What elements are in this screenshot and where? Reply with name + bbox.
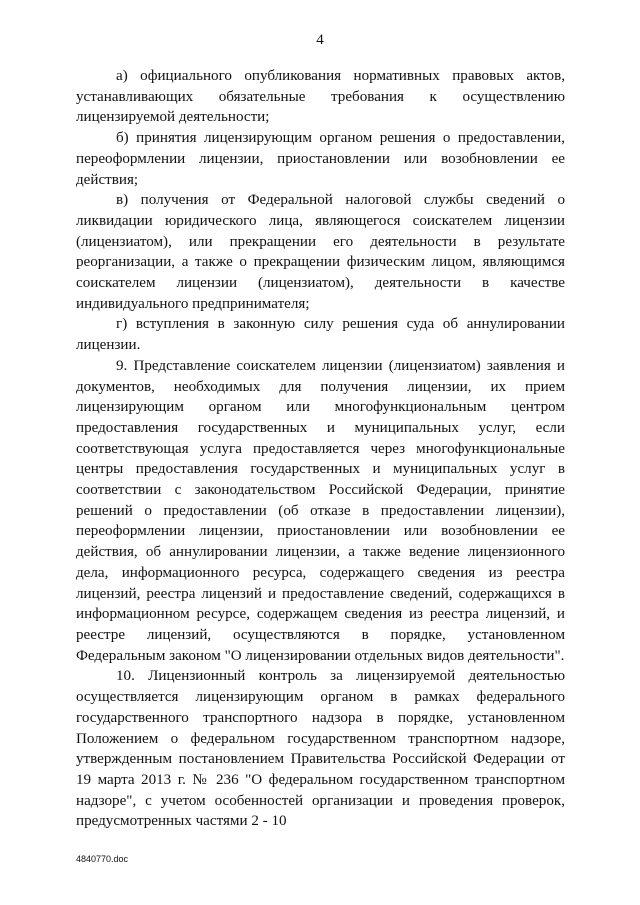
page-number: 4	[316, 32, 324, 48]
paragraph-subitem-b: б) принятия лицензирующим органом решения о предоставлении, переоформлении лицензии, приостановлении или возобновлении ее действия;	[76, 130, 565, 188]
paragraph-clause-9: 9. Представление соискателем лицензии (лицензиатом) заявления и документов, необходимых для получения лицензии, их прием лицензирующим органом или многофункциональным центром предоставления государственных и муниципальных услуг, если соответствующая услуга предоставляется через многофункциональные центры предоставления государственных и муниципальных услуг в соответствии с законодательством Российской Федерации, принятие решений о предоставлении (об отказе в предоставлении лицензии), переоформлении лицензии, приостановлении или возобновлении ее действия, об аннулировании лицензии, а также ведение лицензионного дела, информационного ресурса, содержащего сведения из реестра лицензий, реестра лицензий и предоставление сведений, содержащихся в информационном ресурсе, содержащем сведения из реестра лицензий, и реестре лицензий, осуществляются в порядке, установленном Федеральным законом "О лицензировании отдельных видов деятельности".	[76, 357, 565, 664]
paragraph-subitem-v: в) получения от Федеральной налоговой службы сведений о ликвидации юридического лица, являющегося соискателем лицензии (лицензиатом), или прекращении его деятельности в результате реорганизации, а также о прекращении физическим лицом, являющимся соискателем лицензии (лицензиатом), деятельности в качестве индивидуального предпринимателя;	[76, 192, 565, 312]
paragraph-subitem-g: г) вступления в законную силу решения суда об аннулировании лицензии.	[76, 316, 565, 354]
paragraph-clause-10: 10. Лицензионный контроль за лицензируемой деятельностью осуществляется лицензирующим органом в рамках федерального государственного транспортного надзора в порядке, установленном Положением о федеральном государственном транспортном надзоре, утвержденным постановлением Правительства Российской Федерации от 19 марта 2013 г. № 236 "О федеральном государственном транспортном надзоре", с учетом особенностей организации и проведения проверок, предусмотренных частями 2 - 10	[76, 668, 565, 830]
paragraph-subitem-a: а) официального опубликования нормативных правовых актов, устанавливающих обязательные требования к осуществлению лицензируемой деятельности;	[76, 68, 565, 126]
footer-file-name: 4840770.doc	[76, 854, 129, 864]
document-body	[76, 66, 565, 832]
